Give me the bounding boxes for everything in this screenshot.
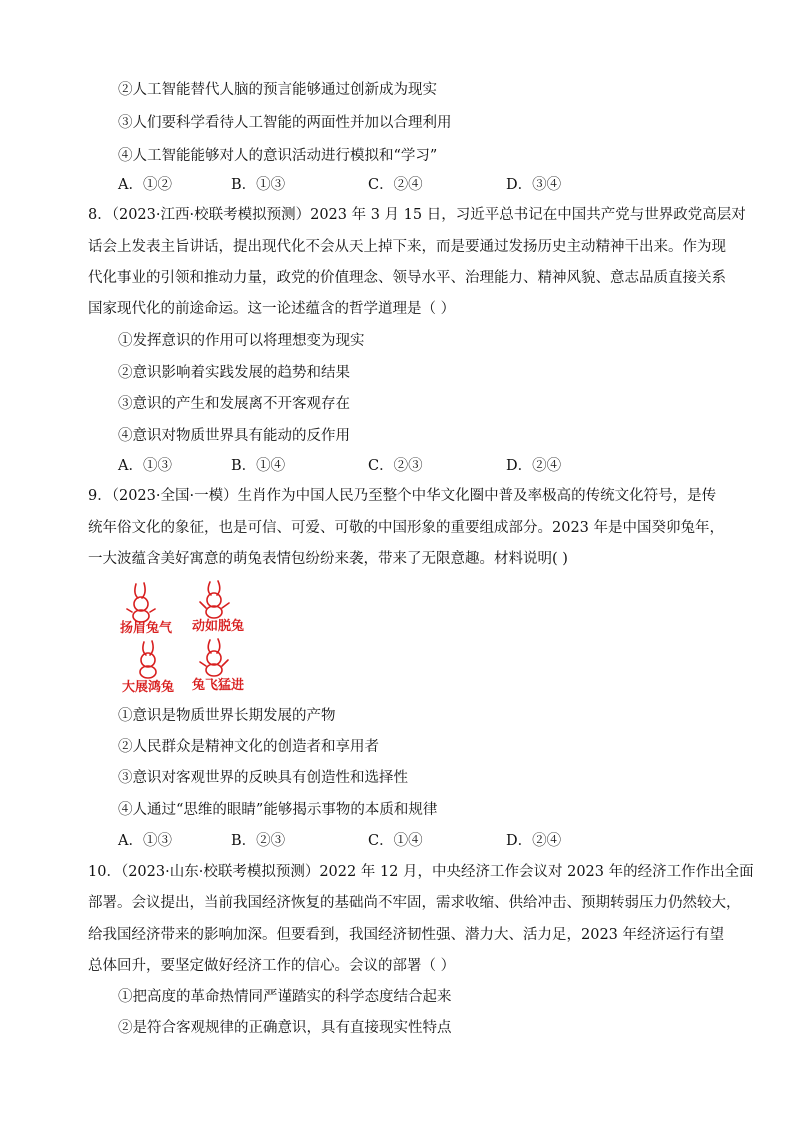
rabbit-sticker-3 (140, 641, 156, 678)
sticker-caption-4: 兔飞猛进 (192, 678, 245, 693)
rabbit-sticker-image (118, 578, 258, 696)
q8-stem-line-4: 国家现代化的前途命运。这一论述蕴含的哲学道理是（ ） (88, 301, 456, 317)
q8-option-4: ④意识对物质世界具有能动的反作用 (118, 428, 350, 444)
q7-choice-d[interactable]: D．③④ (506, 177, 562, 193)
q8-choice-b[interactable]: B．①④ (231, 458, 286, 474)
sticker-caption-3: 大展鸿兔 (122, 680, 175, 695)
q8-option-3: ③意识的产生和发展离不开客观存在 (118, 396, 350, 412)
q7-option-2: ②人工智能替代人脑的预言能够通过创新成为现实 (118, 82, 437, 98)
sticker-caption-2: 动如脱兔 (192, 619, 245, 634)
q10-stem-line-1: 10．（2023·山东·校联考模拟预测）2022 年 12 月，中央经济工作会议对 2023 年的经济工作作出全面 (88, 864, 754, 880)
rabbit-sticker-1 (127, 583, 155, 622)
q10-option-2: ②是符合客观规律的正确意识，具有直接现实性特点 (118, 1020, 452, 1036)
q9-stem-line-3: 一大波蕴含美好寓意的萌兔表情包纷纷来袭，带来了无限意趣。材料说明( ) (88, 551, 568, 567)
q9-choice-b[interactable]: B．②③ (231, 833, 286, 849)
q9-choice-d[interactable]: D．②④ (506, 833, 562, 849)
q8-choice-d[interactable]: D．②④ (506, 458, 562, 474)
q9-choice-c[interactable]: C．①④ (368, 833, 423, 849)
rabbit-sticker-4 (200, 639, 228, 676)
q7-choice-b[interactable]: B．①③ (231, 177, 286, 193)
q8-stem-line-1: 8．（2023·江西·校联考模拟预测）2023 年 3 月 15 日，习近平总书记在中国共产党与世界政党高层对 (88, 207, 746, 223)
sticker-caption-1: 扬眉兔气 (120, 621, 173, 636)
q7-choices (118, 175, 718, 195)
q9-option-2: ②人民群众是精神文化的创造者和享用者 (118, 739, 379, 755)
q9-option-4: ④人通过“思维的眼睛”能够揭示事物的本质和规律 (118, 802, 438, 818)
q9-stem-line-2: 统年俗文化的象征，也是可信、可爱、可敬的中国形象的重要组成部分。2023 年是中国癸卯兔年， (88, 520, 725, 536)
q9-option-3: ③意识对客观世界的反映具有创造性和选择性 (118, 770, 408, 786)
q8-stem-line-2: 话会上发表主旨讲话，提出现代化不会从天上掉下来，而是要通过发扬历史主动精神干出来。作为现 (88, 239, 726, 255)
q9-choice-a[interactable]: A．①③ (118, 833, 172, 849)
q9-stem-line-1: 9．（2023·全国·一模）生肖作为中国人民乃至整个中华文化圈中普及率极高的传统文化符号，是传 (88, 488, 717, 504)
q7-option-4: ④人工智能能够对人的意识活动进行模拟和“学习” (118, 148, 438, 164)
q8-option-1: ①发挥意识的作用可以将理想变为现实 (118, 333, 365, 349)
rabbit-sticker-2 (200, 581, 229, 618)
q10-stem-line-4: 总体回升，要坚定做好经济工作的信心。会议的部署（ ） (88, 958, 456, 974)
q8-choice-c[interactable]: C．②③ (368, 458, 423, 474)
q7-choice-c[interactable]: C．②④ (368, 177, 423, 193)
q7-choice-a[interactable]: A．①② (118, 177, 172, 193)
q10-option-1: ①把高度的革命热情同严谨踏实的科学态度结合起来 (118, 989, 452, 1005)
q10-stem-line-2: 部署。会议提出，当前我国经济恢复的基础尚不牢固，需求收缩、供给冲击、预期转弱压力仍然较大， (88, 895, 741, 911)
q8-option-2: ②意识影响着实践发展的趋势和结果 (118, 365, 350, 381)
q7-option-3: ③人们要科学看待人工智能的两面性并加以合理利用 (118, 115, 452, 131)
q8-stem-line-3: 代化事业的引领和推动力量，政党的价值理念、领导水平、治理能力、精神风貌、意志品质直接关系 (88, 270, 726, 286)
q9-choices (118, 831, 718, 851)
q9-option-1: ①意识是物质世界长期发展的产物 (118, 708, 336, 724)
q10-stem-line-3: 给我国经济带来的影响加深。但要看到，我国经济韧性强、潜力大、活力足，2023 年经济运行有望 (88, 927, 725, 943)
q8-choices (118, 456, 718, 476)
q8-choice-a[interactable]: A．①③ (118, 458, 172, 474)
